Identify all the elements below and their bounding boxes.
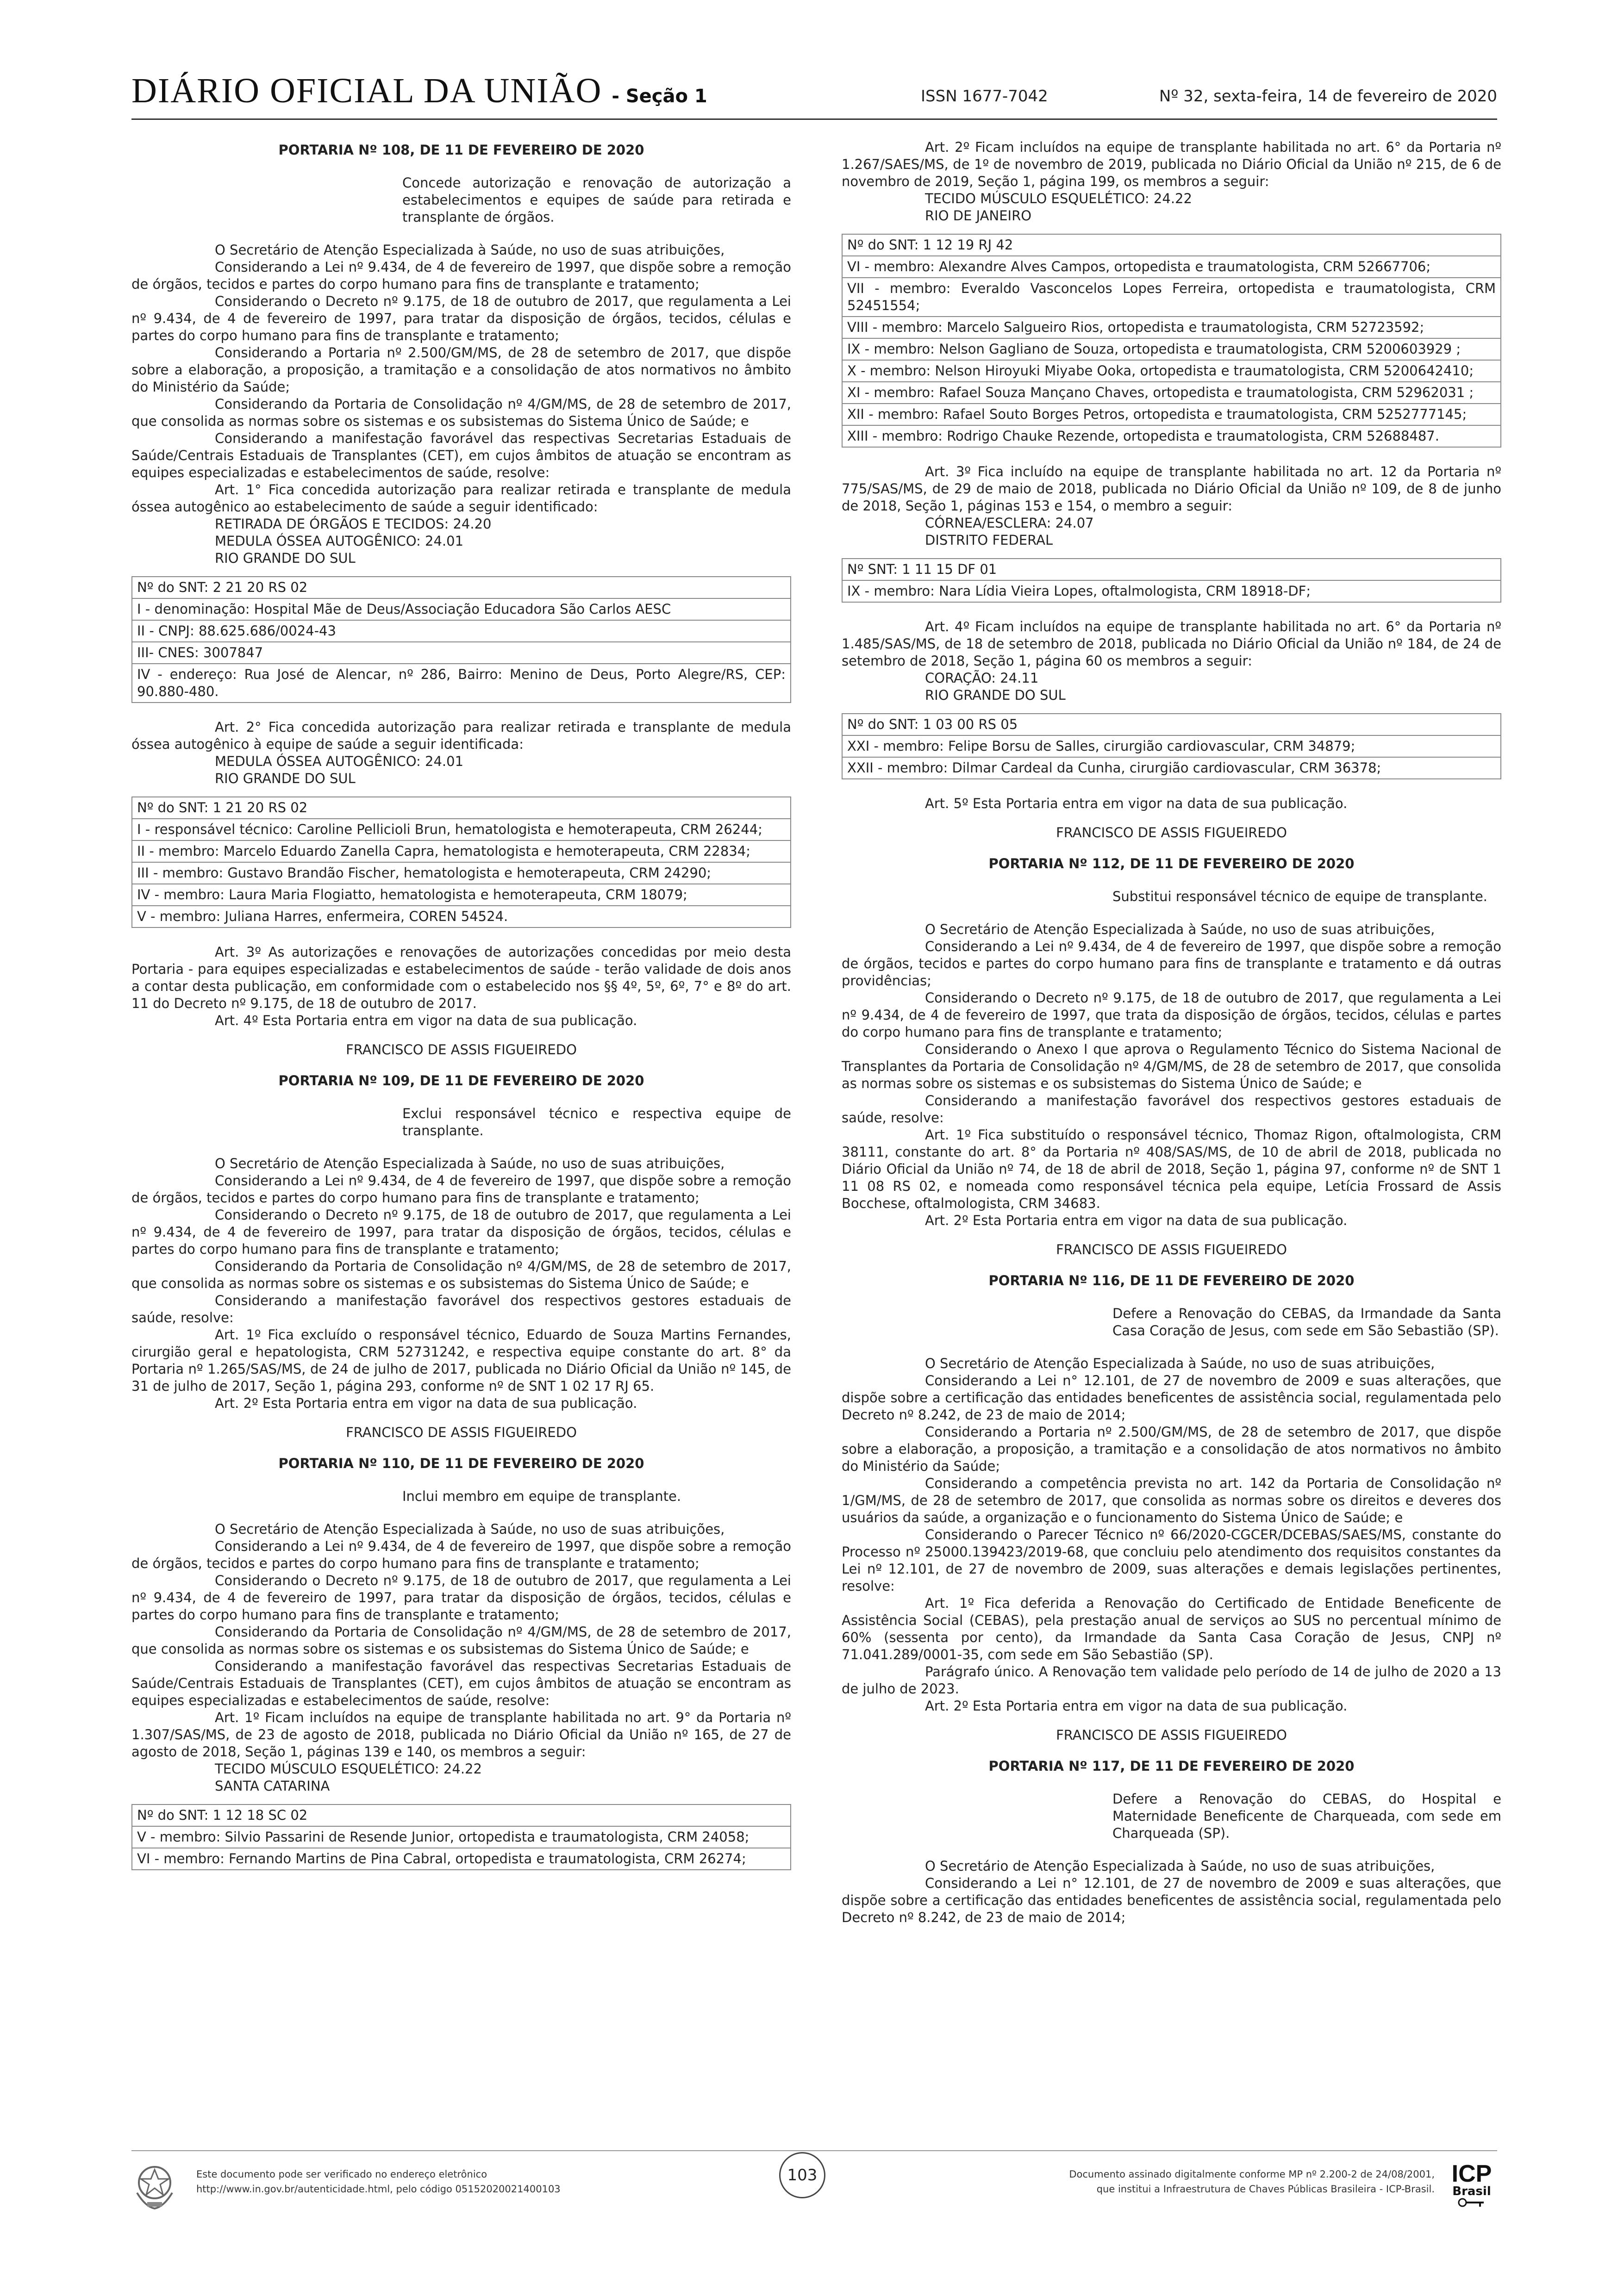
paragraph: O Secretário de Atenção Especializada à Saúde, no uso de suas atribuições, [925,1858,1435,1874]
coat-of-arms-icon [131,2160,178,2211]
header-divider [131,118,1497,120]
verification-note [196,2167,561,2196]
issue-date: Nº 32, sexta-feira, 14 de fevereiro de 2020 [1159,87,1497,106]
paragraph: O Secretário de Atenção Especializada à Saúde, no uso de suas atribuições, [215,242,725,258]
verification-line-1: Este documento pode ser verificado no endereço eletrônico [196,2169,487,2180]
verification-line-2: http://www.in.gov.br/autenticidade.html, pelo código 05152020021400103 [196,2184,561,2195]
ementa: Substitui responsável técnico de equipe de transplante. [1112,889,1487,904]
ementa: Defere a Renovação do CEBAS, da Irmandade da Santa Casa Coração de Jesus, com sede em São Sebastião (SP). [1112,1306,1501,1338]
portaria-title: PORTARIA Nº 110, DE 11 DE FEVEREIRO DE 2020 [278,1456,644,1471]
column-left [131,139,791,1886]
table-row: Nº do SNT: 1 12 19 RJ 42 [847,237,1013,253]
paragraph: Considerando a Portaria nº 2.500/GM/MS, de 28 de setembro de 2017, que dispõe sobre a elaboração, a proposição, a tramitação e a consolidação de atos normativos no âmbito do Ministério da Saúde; [842,1424,1501,1474]
paragraph: Considerando a Lei n° 12.101, de 27 de novembro de 2009 e suas alterações, que dispõe sobre a certificação das entidades beneficentes de assistência social, regulamentada pelo Decreto nº 8.242, de 23 de maio de 2014; [842,1373,1501,1423]
table-row: XIII - membro: Rodrigo Chauke Rezende, ortopedista e traumatologista, CRM 52688487. [843,425,1500,447]
indented-line: CORAÇÃO: 24.11 [925,670,1039,686]
signature: FRANCISCO DE ASSIS FIGUEIREDO [1056,825,1287,840]
icp-brasil-logo [1446,2162,1497,2213]
table-row: V - membro: Silvio Passarini de Resende Junior, ortopedista e traumatologista, CRM 24058; [132,1826,790,1848]
signature-line-2: que institui a Infraestrutura de Chaves Públicas Brasileira - ICP-Brasil. [1096,2184,1435,2195]
page-number: 103 [779,2152,825,2198]
table-row: XII - membro: Rafael Souto Borges Petros, ortopedista e traumatologista, CRM 5252777145; [843,403,1500,425]
paragraph: Considerando o Decreto nº 9.175, de 18 de outubro de 2017, que regulamenta a Lei nº 9.434, de 4 de fevereiro de 1997, para tratar da disposição de órgãos, tecidos, células e partes do corpo humano para fins de transplante e tratamento; [131,1573,791,1623]
table-row: XXII - membro: Dilmar Cardeal da Cunha, cirurgião cardiovascular, CRM 36378; [843,757,1500,778]
header [131,73,1497,119]
table-row: Nº do SNT: 1 12 18 SC 02 [137,1807,308,1823]
paragraph: O Secretário de Atenção Especializada à Saúde, no uso de suas atribuições, [215,1156,725,1171]
ementa: Inclui membro em equipe de transplante. [402,1488,681,1504]
paragraph: O Secretário de Atenção Especializada à Saúde, no uso de suas atribuições, [215,1521,725,1537]
table-row: VII - membro: Everaldo Vasconcelos Lopes Ferreira, ortopedista e traumatologista, CRM 52451554; [843,277,1500,316]
paragraph: Considerando o Anexo I que aprova o Regulamento Técnico do Sistema Nacional de Transplantes da Portaria de Consolidação nº 4/GM/MS, de 28 de setembro de 2017, que consolida as normas sobre os sistemas e os subsistemas do Sistema Único de Saúde; e [842,1041,1501,1091]
indented-line: MEDULA ÓSSEA AUTOGÊNICO: 24.01 [215,533,464,549]
paragraph: Art. 2º Esta Portaria entra em vigor na data de sua publicação. [925,1698,1348,1714]
journal-title [131,73,707,108]
ementa: Defere a Renovação do CEBAS, do Hospital e Maternidade Beneficente de Charqueada, com sede em Charqueada (SP). [1112,1791,1501,1841]
table-row: Nº do SNT: 1 21 20 RS 02 [137,800,308,815]
paragraph: Art. 3º Fica incluído na equipe de transplante habilitada no art. 12 da Portaria nº 775/SAS/MS, de 29 de maio de 2018, publicada no Diário Oficial da União nº 109, de 8 de junho de 2018, Seção 1, páginas 153 e 154, o membro a seguir: [842,464,1501,514]
ementa: Concede autorização e renovação de autorização a estabelecimentos e equipes de saúde para retirada e transplante de órgãos. [402,175,791,225]
paragraph: Art. 3º As autorizações e renovações de autorizações concedidas por meio desta Portaria - para equipes especializadas e estabelecimentos de saúde - terão validade de dois anos a contar desta publicação, em conformidade com o estabelecido nos §§ 4º, 5º, 6º, 7° e 8º do art. 11 do Decreto nº 9.175, de 18 de outubro de 2017. [131,944,791,1011]
signature: FRANCISCO DE ASSIS FIGUEIREDO [346,1425,577,1440]
paragraph: Considerando da Portaria de Consolidação nº 4/GM/MS, de 28 de setembro de 2017, que consolida as normas sobre os sistemas e os subsistemas do Sistema Único de Saúde; e [131,1624,791,1657]
indented-line: RIO DE JANEIRO [925,208,1032,224]
table-row: Nº SNT: 1 11 15 DF 01 [847,561,997,577]
paragraph: Art. 2° Fica concedida autorização para realizar retirada e transplante de medula óssea autogênico à equipe de saúde a seguir identificada: [131,719,791,752]
paragraph: Considerando a manifestação favorável das respectivas Secretarias Estaduais de Saúde/Centrais Estaduais de Transplantes (CET), em cujos âmbitos de atuação se encontram as equipes especializadas e estabelecimentos de saúde, resolve: [131,1658,791,1708]
title-text: DIÁRIO OFICIAL DA UNIÃO [131,71,602,110]
member-table [842,558,1501,603]
table-row: VI - membro: Alexandre Alves Campos, ortopedista e traumatologista, CRM 52667706; [843,255,1500,277]
paragraph: Art. 1º Fica deferida a Renovação do Certificado de Entidade Beneficente de Assistência Social (CEBAS), pela prestação anual de serviços ao SUS no percentual mínimo de 60% (sessenta por cento), da Irmandade da Santa Casa Coração de Jesus, CNPJ nº 71.041.289/0001-35, com sede em São Sebastião (SP). [842,1595,1501,1662]
paragraph: Art. 1º Fica excluído o responsável técnico, Eduardo de Souza Martins Fernandes, cirurgião geral e hepatologista, CRM 52731242, e respectiva equipe constante do art. 8° da Portaria nº 1.265/SAS/MS, de 24 de julho de 2017, publicada no Diário Oficial da União nº 145, de 31 de julho de 2017, Seção 1, página 293, conforme nº de SNT 1 02 17 RJ 65. [131,1327,791,1394]
indented-line: RIO GRANDE DO SUL [215,550,356,566]
indented-line: MEDULA ÓSSEA AUTOGÊNICO: 24.01 [215,753,464,769]
indented-line: DISTRITO FEDERAL [925,532,1053,548]
portaria-title: PORTARIA Nº 108, DE 11 DE FEVEREIRO DE 2020 [278,142,644,158]
paragraph: Considerando o Decreto nº 9.175, de 18 de outubro de 2017, que regulamenta a Lei nº 9.434, de 4 de fevereiro de 1997, para tratar da disposição de órgãos, tecidos, células e partes do corpo humano para fins de transplante e tratamento; [131,1207,791,1257]
table-row: Nº do SNT: 2 21 20 RS 02 [137,579,308,595]
paragraph: Art. 2º Esta Portaria entra em vigor na data de sua publicação. [215,1395,637,1411]
indented-line: CÓRNEA/ESCLERA: 24.07 [925,515,1094,531]
table-row: XXI - membro: Felipe Borsu de Salles, cirurgião cardiovascular, CRM 34879; [843,735,1500,757]
table-row: IV - membro: Laura Maria Flogiatto, hematologista e hemoterapeuta, CRM 18079; [132,884,790,905]
paragraph: Considerando a manifestação favorável dos respectivos gestores estaduais de saúde, resolve: [842,1093,1501,1126]
paragraph: Considerando a Lei nº 9.434, de 4 de fevereiro de 1997, que dispõe sobre a remoção de órgãos, tecidos e partes do corpo humano para fins de transplante e tratamento; [131,259,791,292]
table-row: VIII - membro: Marcelo Salgueiro Rios, ortopedista e traumatologista, CRM 52723592; [843,316,1500,338]
paragraph: Considerando a Lei nº 9.434, de 4 de fevereiro de 1997, que dispõe sobre a remoção de órgãos, tecidos e partes do corpo humano para fins de transplante e tratamento; [131,1538,791,1571]
member-table [131,796,791,928]
ementa: Exclui responsável técnico e respectiva equipe de transplante. [402,1106,791,1139]
indented-line: RIO GRANDE DO SUL [925,687,1066,703]
table-row: IV - endereço: Rua José de Alencar, nº 286, Bairro: Menino de Deus, Porto Alegre/RS, CEP: 90.880-480. [132,663,790,702]
paragraph: Art. 1° Fica concedida autorização para realizar retirada e transplante de medula óssea autogênico ao estabelecimento de saúde a seguir identificado: [131,482,791,515]
signature: FRANCISCO DE ASSIS FIGUEIREDO [1056,1727,1287,1743]
table-row: III - membro: Gustavo Brandão Fischer, hematologista e hemoterapeuta, CRM 24290; [132,862,790,884]
paragraph: Considerando a manifestação favorável das respectivas Secretarias Estaduais de Saúde/Centrais Estaduais de Transplantes (CET), em cujos âmbitos de atuação se encontram as equipes especializadas e estabelecimentos de saúde, resolve: [131,430,791,480]
table-row: I - denominação: Hospital Mãe de Deus/Associação Educadora São Carlos AESC [132,598,790,620]
paragraph: Considerando da Portaria de Consolidação nº 4/GM/MS, de 28 de setembro de 2017, que consolida as normas sobre os sistemas e os subsistemas do Sistema Único de Saúde; e [131,1258,791,1291]
table-row: XI - membro: Rafael Souza Mançano Chaves, ortopedista e traumatologista, CRM 52962031 ; [843,381,1500,403]
member-table [131,1804,791,1870]
issn: ISSN 1677-7042 [921,87,1048,106]
indented-line: RIO GRANDE DO SUL [215,771,356,786]
paragraph: Art. 2º Esta Portaria entra em vigor na data de sua publicação. [925,1213,1348,1228]
member-table [131,576,791,703]
footer [131,2150,1497,2224]
indented-line: SANTA CATARINA [215,1778,330,1794]
paragraph: Art. 2º Ficam incluídos na equipe de transplante habilitada no art. 6° da Portaria nº 1.267/SAES/MS, de 1º de novembro de 2019, publicada no Diário Oficial da União nº 215, de 6 de novembro de 2019, Seção 1, página 199, os membros a seguir: [842,139,1501,189]
portaria-title: PORTARIA Nº 109, DE 11 DE FEVEREIRO DE 2020 [278,1073,644,1089]
table-row: V - membro: Juliana Harres, enfermeira, COREN 54524. [132,905,790,927]
indented-line: RETIRADA DE ÓRGÃOS E TECIDOS: 24.20 [215,516,492,532]
paragraph: Art. 1º Fica substituído o responsável técnico, Thomaz Rigon, oftalmologista, CRM 38111, constante do art. 8° da Portaria nº 408/SAS/MS, de 10 de abril de 2018, publicada no Diário Oficial da União nº 74, de 18 de abril de 2018, Seção 1, página 97, conforme nº de SNT 1 11 08 RS 02, e nomeada como responsável técnica pela equipe, Letícia Frossard de Assis Bocchese, oftalmologista, CRM 34683. [842,1127,1501,1211]
footer-divider [131,2150,1497,2151]
portaria-title: PORTARIA Nº 112, DE 11 DE FEVEREIRO DE 2020 [988,856,1355,871]
table-row: IX - membro: Nelson Gagliano de Souza, ortopedista e traumatologista, CRM 5200603929 ; [843,338,1500,360]
portaria-title: PORTARIA Nº 116, DE 11 DE FEVEREIRO DE 2020 [988,1273,1355,1288]
paragraph: Art. 4º Esta Portaria entra em vigor na data de sua publicação. [215,1013,637,1028]
table-row: IX - membro: Nara Lídia Vieira Lopes, oftalmologista, CRM 18918-DF; [843,580,1500,602]
table-row: Nº do SNT: 1 03 00 RS 05 [847,716,1018,732]
paragraph: Art. 5º Esta Portaria entra em vigor na data de sua publicação. [925,796,1348,811]
paragraph: O Secretário de Atenção Especializada à Saúde, no uso de suas atribuições, [925,1356,1435,1371]
key-icon [1458,2197,1486,2208]
table-row: III- CNES: 3007847 [132,641,790,663]
member-table [842,234,1501,448]
indented-line: TECIDO MÚSCULO ESQUELÉTICO: 24.22 [215,1761,482,1777]
paragraph: Considerando o Parecer Técnico nº 66/2020-CGCER/DCEBAS/SAES/MS, constante do Processo nº 25000.139423/2019-68, que concluiu pelo atendimento dos requisitos constantes da Lei nº 12.101, de 27 de novembro de 2009, suas alterações e demais legislações pertinentes, resolve: [842,1527,1501,1594]
indented-line: TECIDO MÚSCULO ESQUELÉTICO: 24.22 [925,191,1192,206]
paragraph: Considerando a competência prevista no art. 142 da Portaria de Consolidação nº 1/GM/MS, de 28 de setembro de 2017, que consolida as normas sobre os direitos e deveres dos usuários da saúde, a organização e o funcionamento do Sistema Único de Saúde; e [842,1475,1501,1525]
column-right [842,139,1501,1926]
table-row: VI - membro: Fernando Martins de Pina Cabral, ortopedista e traumatologista, CRM 26274; [132,1848,790,1869]
paragraph: Art. 4º Ficam incluídos na equipe de transplante habilitada no art. 6° da Portaria nº 1.485/SAS/MS, de 18 de setembro de 2018, publicada no Diário Oficial da União nº 184, de 24 de setembro de 2018, Seção 1, página 60 os membros a seguir: [842,619,1501,669]
signature: FRANCISCO DE ASSIS FIGUEIREDO [1056,1242,1287,1257]
paragraph: Art. 1º Ficam incluídos na equipe de transplante habilitada no art. 9° da Portaria nº 1.307/SAS/MS, de 23 de agosto de 2018, publicada no Diário Oficial da União nº 165, de 27 de agosto de 2018, Seção 1, páginas 139 e 140, os membros a seguir: [131,1710,791,1760]
paragraph: Considerando o Decreto nº 9.175, de 18 de outubro de 2017, que regulamenta a Lei nº 9.434, de 4 de fevereiro de 1997, para tratar da disposição de órgãos, tecidos, células e partes do corpo humano para fins de transplante e tratamento; [131,293,791,343]
icp-logo-text: ICP [1451,2160,1492,2187]
paragraph: Considerando a Lei nº 9.434, de 4 de fevereiro de 1997, que dispõe sobre a remoção de órgãos, tecidos e partes do corpo humano para fins de transplante e tratamento; [131,1173,791,1206]
section-label: - Seção 1 [612,86,707,107]
signature-note [1069,2167,1435,2196]
paragraph: Considerando a manifestação favorável dos respectivos gestores estaduais de saúde, resolve: [131,1293,791,1325]
table-row: X - membro: Nelson Hiroyuki Miyabe Ooka, ortopedista e traumatologista, CRM 5200642410; [843,360,1500,381]
portaria-title: PORTARIA Nº 117, DE 11 DE FEVEREIRO DE 2020 [988,1758,1355,1774]
member-table [842,713,1501,779]
table-row: II - membro: Marcelo Eduardo Zanella Capra, hematologista e hemoterapeuta, CRM 22834; [132,840,790,862]
paragraph: O Secretário de Atenção Especializada à Saúde, no uso de suas atribuições, [925,921,1435,937]
paragraph: Considerando a Lei nº 9.434, de 4 de fevereiro de 1997, que dispõe sobre a remoção de órgãos, tecidos e partes do corpo humano para fins de transplante e tratamento e dá outras providências; [842,939,1501,989]
table-row: I - responsável técnico: Caroline Pellicioli Brun, hematologista e hemoterapeuta, CRM 26244; [132,818,790,840]
signature: FRANCISCO DE ASSIS FIGUEIREDO [346,1042,577,1058]
paragraph: Considerando a Lei n° 12.101, de 27 de novembro de 2009 e suas alterações, que dispõe sobre a certificação das entidades beneficentes de assistência social, regulamentada pelo Decreto nº 8.242, de 23 de maio de 2014; [842,1875,1501,1925]
paragraph: Considerando a Portaria nº 2.500/GM/MS, de 28 de setembro de 2017, que dispõe sobre a elaboração, a proposição, a tramitação e a consolidação de atos normativos no âmbito do Ministério da Saúde; [131,345,791,395]
paragraph: Considerando da Portaria de Consolidação nº 4/GM/MS, de 28 de setembro de 2017, que consolida as normas sobre os sistemas e os subsistemas do Sistema Único de Saúde; e [131,396,791,429]
paragraph: Parágrafo único. A Renovação tem validade pelo período de 14 de julho de 2020 a 13 de julho de 2023. [842,1664,1501,1697]
signature-line-1: Documento assinado digitalmente conforme MP nº 2.200-2 de 24/08/2001, [1069,2169,1435,2180]
icp-logo-subtext: Brasil [1452,2184,1491,2198]
table-row: II - CNPJ: 88.625.686/0024-43 [132,620,790,641]
paragraph: Considerando o Decreto nº 9.175, de 18 de outubro de 2017, que regulamenta a Lei nº 9.434, de 4 de fevereiro de 1997, que trata da disposição de órgãos, tecidos, células e partes do corpo humano para fins de transplante e tratamento; [842,990,1501,1040]
